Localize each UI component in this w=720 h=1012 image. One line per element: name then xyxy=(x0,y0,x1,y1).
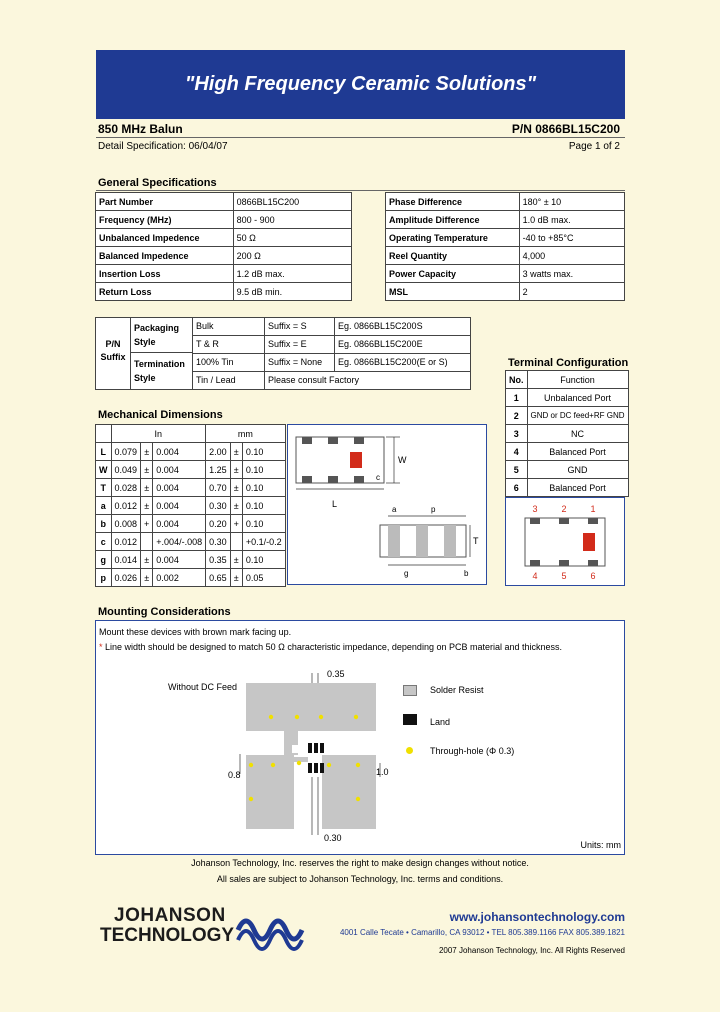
mech-col-mm: mm xyxy=(206,425,286,443)
spec-label: Power Capacity xyxy=(386,265,520,283)
mech-mm-value: 0.35 xyxy=(206,551,231,569)
terminal-row xyxy=(506,407,629,425)
suffix-option: Bulk xyxy=(193,318,265,335)
mech-in-pm: ± xyxy=(141,569,153,587)
spec-value: 2 xyxy=(519,283,624,301)
spec-label: Reel Quantity xyxy=(386,247,520,265)
suffix-value: Suffix = E xyxy=(265,336,335,353)
spec-label: Balanced Impedence xyxy=(96,247,234,265)
terminal-function: Balanced Port xyxy=(527,479,628,497)
mech-mm-value: 0.30 xyxy=(206,497,231,515)
spec-value: 200 Ω xyxy=(233,247,351,265)
mechanical-drawing xyxy=(287,424,487,585)
terminal-row xyxy=(506,479,629,497)
legend-hole-swatch xyxy=(406,747,413,754)
mech-symbol: g xyxy=(96,551,112,569)
mech-in-tol: 0.002 xyxy=(153,569,206,587)
pn-suffix-table xyxy=(95,317,471,390)
spec-row xyxy=(96,193,352,211)
pin-bottom-1: 5 xyxy=(561,571,567,581)
spec-label: Amplitude Difference xyxy=(386,211,520,229)
mech-symbol: L xyxy=(96,443,112,461)
spec-row xyxy=(96,211,352,229)
dim-L-label: L xyxy=(332,499,338,509)
mech-in-tol: 0.004 xyxy=(153,515,206,533)
dim-g-label: g xyxy=(404,569,409,578)
spec-value: 1.2 dB max. xyxy=(233,265,351,283)
terminal-col-no: No. xyxy=(506,371,528,389)
mech-in-value: 0.079 xyxy=(111,443,141,461)
mech-mm-value: 0.70 xyxy=(206,479,231,497)
spec-label: MSL xyxy=(386,283,520,301)
dim-08: 0.8 xyxy=(228,770,241,780)
mech-mm-value: 1.25 xyxy=(206,461,231,479)
mounting-star: * xyxy=(99,642,103,652)
spec-label: Frequency (MHz) xyxy=(96,211,234,229)
page-number: Page 1 of 2 xyxy=(568,141,620,152)
mech-in-pm: + xyxy=(141,515,153,533)
mech-row xyxy=(96,533,286,551)
mechanical-table xyxy=(95,424,286,587)
product-title: 850 MHz Balun xyxy=(98,122,183,136)
mech-symbol: p xyxy=(96,569,112,587)
pn-label: P/N xyxy=(105,339,121,349)
suffix-option: Tin / Lead xyxy=(193,372,265,389)
mech-mm-pm: ± xyxy=(230,551,242,569)
mech-mm-pm: ± xyxy=(230,497,242,515)
terminal-col-function: Function xyxy=(527,371,628,389)
spec-label: Operating Temperature xyxy=(386,229,520,247)
terminal-row xyxy=(506,443,629,461)
dim-T-label: T xyxy=(473,536,479,546)
mech-mm-value: 0.30 xyxy=(206,533,231,551)
mech-mm-tol: +0.1/-0.2 xyxy=(242,533,285,551)
legend-solder-swatch xyxy=(403,685,417,696)
mech-in-pm: ± xyxy=(141,551,153,569)
solder-top xyxy=(246,683,376,731)
footprint-drawing xyxy=(226,665,389,845)
suffix-row xyxy=(193,354,470,372)
general-spec-title: General Specifications xyxy=(98,177,217,189)
suffix-example: Eg. 0866BL15C200E xyxy=(338,339,423,349)
mech-in-tol: 0.004 xyxy=(153,551,206,569)
terminal-no: 1 xyxy=(506,389,528,407)
dim-c-label: c xyxy=(376,473,380,482)
mech-in-pm: ± xyxy=(141,497,153,515)
general-spec-right-table xyxy=(385,192,625,301)
mech-symbol: b xyxy=(96,515,112,533)
spec-value: 9.5 dB min. xyxy=(233,283,351,301)
mech-in-value: 0.008 xyxy=(111,515,141,533)
website-link[interactable]: www.johansontechnology.com xyxy=(449,910,625,924)
mech-in-tol: 0.004 xyxy=(153,479,206,497)
mech-symbol: a xyxy=(96,497,112,515)
packaging-label-2: Style xyxy=(134,337,156,347)
spec-label: Return Loss xyxy=(96,283,234,301)
spec-row xyxy=(96,247,352,265)
mech-mm-tol: 0.10 xyxy=(242,551,285,569)
dim-030: 0.30 xyxy=(324,833,342,843)
dim-W-label: W xyxy=(398,455,407,465)
mech-mm-pm xyxy=(230,533,242,551)
spec-row xyxy=(386,229,625,247)
mech-mm-tol: 0.10 xyxy=(242,497,285,515)
spec-row xyxy=(96,265,352,283)
mech-in-value: 0.014 xyxy=(111,551,141,569)
legend-land-label: Land xyxy=(430,717,451,727)
mech-in-tol: 0.004 xyxy=(153,443,206,461)
spec-value: 4,000 xyxy=(519,247,624,265)
mech-mm-value: 0.65 xyxy=(206,569,231,587)
copyright: 2007 Johanson Technology, Inc. All Rights Reserved xyxy=(438,946,625,955)
logo-line-1: JOHANSON xyxy=(114,905,226,926)
pin-top-0: 3 xyxy=(532,504,538,514)
mech-in-value: 0.026 xyxy=(111,569,141,587)
terminal-row xyxy=(506,425,629,443)
suffix-option: 100% Tin xyxy=(193,354,265,371)
mech-in-value: 0.049 xyxy=(111,461,141,479)
spec-value: 0866BL15C200 xyxy=(233,193,351,211)
terminal-function: Unbalanced Port xyxy=(527,389,628,407)
logo-line-2: TECHNOLOGY xyxy=(100,925,235,946)
terminal-row xyxy=(506,389,629,407)
suffix-example: Eg. 0866BL15C200(E or S) xyxy=(338,357,448,367)
terminal-config-table xyxy=(505,370,629,497)
mech-row xyxy=(96,497,286,515)
mech-in-tol: +.004/-.008 xyxy=(153,533,206,551)
terminal-config-title: Terminal Configuration xyxy=(508,357,629,369)
mech-in-pm: ± xyxy=(141,443,153,461)
suffix-label: Suffix xyxy=(100,352,126,362)
suffix-option: T & R xyxy=(193,336,265,353)
mech-in-value: 0.028 xyxy=(111,479,141,497)
footer-notice-2: All sales are subject to Johanson Technology, Inc. terms and conditions. xyxy=(216,874,504,884)
mech-row xyxy=(96,479,286,497)
pin-top-2: 1 xyxy=(590,504,596,514)
mech-in-value: 0.012 xyxy=(111,497,141,515)
spec-label: Phase Difference xyxy=(386,193,520,211)
spec-label: Unbalanced Impedence xyxy=(96,229,234,247)
mounting-panel xyxy=(95,620,625,855)
mech-row xyxy=(96,551,286,569)
spec-value: 3 watts max. xyxy=(519,265,624,283)
legend-hole-label: Through-hole (Φ 0.3) xyxy=(430,746,515,756)
mech-mm-tol: 0.10 xyxy=(242,479,285,497)
terminal-row xyxy=(506,461,629,479)
terminal-function: GND or DC feed+RF GND xyxy=(527,407,628,425)
part-number-title: P/N 0866BL15C200 xyxy=(511,122,620,136)
spec-row xyxy=(386,247,625,265)
spec-row xyxy=(96,283,352,301)
terminal-function: GND xyxy=(527,461,628,479)
spec-label: Insertion Loss xyxy=(96,265,234,283)
units-label: Units: mm xyxy=(580,840,621,850)
legend-solder-label: Solder Resist xyxy=(430,685,484,695)
suffix-value: Please consult Factory xyxy=(268,375,360,385)
legend-land-swatch xyxy=(403,714,417,725)
spec-label: Part Number xyxy=(96,193,234,211)
suffix-row xyxy=(193,336,470,354)
company-address: 4001 Calle Tecate • Camarillo, CA 93012 • TEL 805.389.1166 FAX 805.389.1821 xyxy=(339,928,625,937)
mounting-line-1: Mount these devices with brown mark facing up. xyxy=(99,627,292,637)
terminal-pinout-diagram xyxy=(505,497,625,586)
mech-col-in: In xyxy=(111,425,206,443)
mech-mm-pm: ± xyxy=(230,443,242,461)
footer-notice-1: Johanson Technology, Inc. reserves the right to make design changes without notice. xyxy=(191,858,529,868)
mech-row xyxy=(96,461,286,479)
johanson-logo xyxy=(96,906,316,956)
mech-mm-tol: 0.05 xyxy=(242,569,285,587)
logo-wave-icon xyxy=(236,910,314,950)
terminal-no: 6 xyxy=(506,479,528,497)
termination-label-2: Style xyxy=(134,373,156,383)
mech-row xyxy=(96,443,286,461)
suffix-row xyxy=(193,372,470,389)
spec-value: 1.0 dB max. xyxy=(519,211,624,229)
spec-row xyxy=(386,265,625,283)
spec-row xyxy=(386,193,625,211)
spec-value: -40 to +85°C xyxy=(519,229,624,247)
pin-bottom-0: 4 xyxy=(532,571,538,581)
mech-mm-pm: ± xyxy=(230,569,242,587)
spec-row xyxy=(386,211,625,229)
mech-mm-pm: ± xyxy=(230,479,242,497)
mech-symbol: T xyxy=(96,479,112,497)
dim-p-label: p xyxy=(431,505,436,514)
suffix-example: Eg. 0866BL15C200S xyxy=(338,321,423,331)
mech-in-value: 0.012 xyxy=(111,533,141,551)
mech-in-pm: ± xyxy=(141,461,153,479)
terminal-no: 5 xyxy=(506,461,528,479)
dim-a-label: a xyxy=(392,505,397,514)
spec-row xyxy=(386,283,625,301)
banner-title: "High Frequency Ceramic Solutions" xyxy=(96,50,625,119)
terminal-function: NC xyxy=(527,425,628,443)
termination-label-1: Termination xyxy=(134,359,185,369)
mounting-line-2-text: Line width should be designed to match 50 Ω characteristic impedance, depending on PCB material and thickness. xyxy=(102,642,563,652)
mech-row xyxy=(96,515,286,533)
suffix-value: Suffix = S xyxy=(265,318,335,335)
mech-mm-pm: ± xyxy=(230,461,242,479)
mech-in-tol: 0.004 xyxy=(153,497,206,515)
packaging-label-1: Packaging xyxy=(134,323,180,333)
mech-symbol: c xyxy=(96,533,112,551)
mech-symbol: W xyxy=(96,461,112,479)
mech-in-pm: ± xyxy=(141,479,153,497)
dim-10: 1.0 xyxy=(376,767,389,777)
spec-value: 50 Ω xyxy=(233,229,351,247)
mech-in-pm xyxy=(141,533,153,551)
mech-row xyxy=(96,569,286,587)
orientation-mark xyxy=(583,533,595,551)
spec-line: Detail Specification: 06/04/07 xyxy=(98,141,228,152)
mech-mm-pm: + xyxy=(230,515,242,533)
general-spec-left-table xyxy=(95,192,352,301)
mounting-title: Mounting Considerations xyxy=(98,606,231,618)
mech-mm-value: 0.20 xyxy=(206,515,231,533)
spec-row xyxy=(96,229,352,247)
dim-b-label: b xyxy=(464,569,469,578)
without-dc-label: Without DC Feed xyxy=(168,682,238,692)
mechanical-title: Mechanical Dimensions xyxy=(98,409,223,421)
terminal-no: 2 xyxy=(506,407,528,425)
terminal-no: 4 xyxy=(506,443,528,461)
pin-top-1: 2 xyxy=(561,504,567,514)
dim-035: 0.35 xyxy=(327,669,345,679)
suffix-row xyxy=(193,318,470,336)
mech-mm-tol: 0.10 xyxy=(242,515,285,533)
terminal-function: Balanced Port xyxy=(527,443,628,461)
pin-bottom-2: 6 xyxy=(590,571,596,581)
mech-in-tol: 0.004 xyxy=(153,461,206,479)
mech-mm-tol: 0.10 xyxy=(242,443,285,461)
mech-mm-tol: 0.10 xyxy=(242,461,285,479)
mounting-line-2 xyxy=(99,642,562,652)
suffix-value: Suffix = None xyxy=(265,354,335,371)
mech-mm-value: 2.00 xyxy=(206,443,231,461)
spec-value: 800 - 900 xyxy=(233,211,351,229)
spec-value: 180° ± 10 xyxy=(519,193,624,211)
terminal-no: 3 xyxy=(506,425,528,443)
